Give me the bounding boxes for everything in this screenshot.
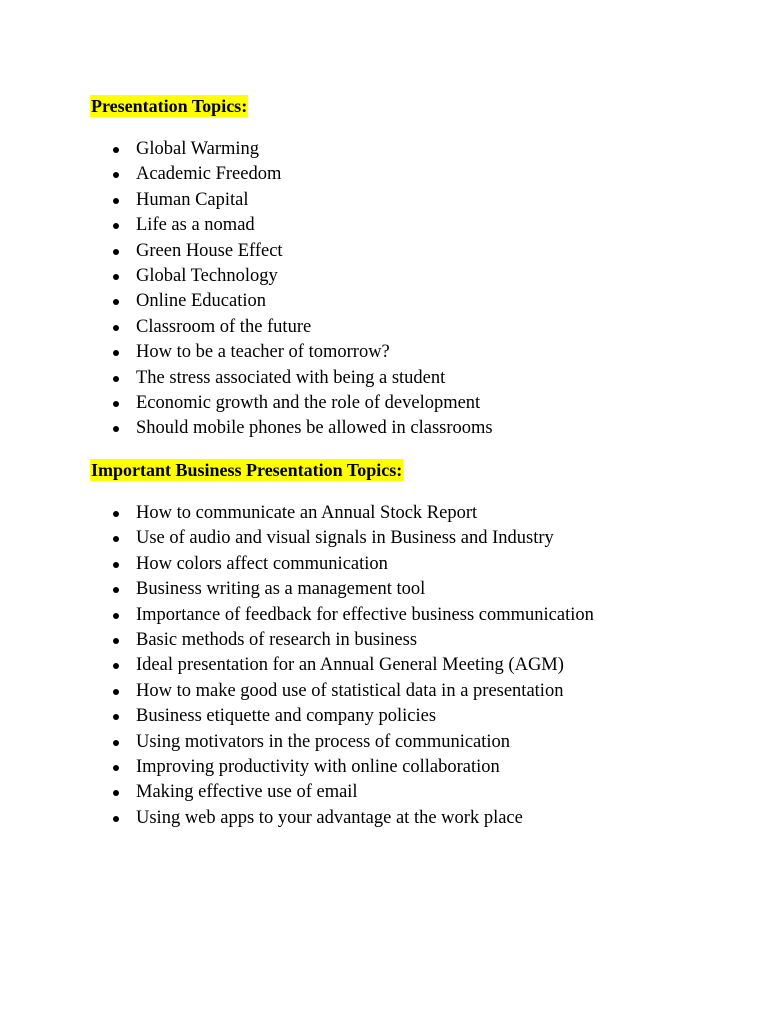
list-item bbox=[0, 315, 493, 340]
list-item bbox=[0, 366, 493, 391]
list-item bbox=[0, 340, 493, 365]
list-item-text: Business writing as a management tool bbox=[136, 579, 426, 600]
list-item-text: Ideal presentation for an Annual General Meeting (AGM) bbox=[136, 655, 564, 676]
bullet-icon bbox=[113, 198, 119, 204]
list-item bbox=[0, 577, 594, 602]
list-item-text: The stress associated with being a student bbox=[136, 367, 446, 388]
list-item-text: Importance of feedback for effective business communication bbox=[136, 604, 594, 625]
bullet-icon bbox=[113, 740, 119, 746]
list-item bbox=[0, 501, 594, 526]
list-item-text: Academic Freedom bbox=[136, 164, 282, 185]
list-item bbox=[0, 730, 594, 755]
bullet-icon bbox=[113, 536, 119, 542]
list-item bbox=[0, 289, 493, 314]
list-item-text: Economic growth and the role of development bbox=[136, 392, 481, 413]
list-item-text: How to make good use of statistical data in a presentation bbox=[136, 680, 564, 701]
list-item-text: Business etiquette and company policies bbox=[136, 706, 437, 727]
list-item bbox=[0, 806, 594, 831]
list-item-text: Global Technology bbox=[136, 265, 278, 286]
list-item bbox=[0, 213, 493, 238]
bullet-icon bbox=[113, 562, 119, 568]
bullet-icon bbox=[113, 765, 119, 771]
list-item-text: Global Warming bbox=[136, 139, 260, 159]
list-item-text: Classroom of the future bbox=[136, 316, 312, 337]
list-item bbox=[0, 391, 493, 416]
list-item bbox=[0, 264, 493, 289]
bullet-icon bbox=[113, 663, 119, 669]
bullet-icon bbox=[113, 613, 119, 619]
bullet-icon bbox=[113, 249, 119, 255]
list-item-text: How to be a teacher of tomorrow? bbox=[136, 342, 390, 363]
presentation-topics-list bbox=[0, 137, 493, 442]
list-item bbox=[0, 137, 493, 162]
business-presentation-topics-list bbox=[0, 501, 594, 831]
bullet-icon bbox=[113, 274, 119, 280]
bullet-icon bbox=[113, 401, 119, 407]
list-item-text: Green House Effect bbox=[136, 240, 283, 261]
list-item-text: Online Education bbox=[136, 291, 266, 312]
bullet-icon bbox=[113, 172, 119, 178]
bullet-icon bbox=[113, 587, 119, 593]
bullet-icon bbox=[113, 350, 119, 356]
bullet-icon bbox=[113, 325, 119, 331]
list-item bbox=[0, 239, 493, 264]
list-item-text: Basic methods of research in business bbox=[136, 629, 418, 650]
bullet-icon bbox=[113, 147, 119, 153]
section-heading-presentation-topics: Presentation Topics: bbox=[91, 96, 248, 116]
section-heading-business-presentation-topics: Important Business Presentation Topics: bbox=[91, 460, 403, 480]
list-item-text: Making effective use of email bbox=[136, 782, 358, 803]
list-item bbox=[0, 679, 594, 704]
list-item bbox=[0, 704, 594, 729]
bullet-icon bbox=[113, 816, 119, 822]
list-item bbox=[0, 755, 594, 780]
list-item-text: Use of audio and visual signals in Business and Industry bbox=[136, 528, 554, 549]
bullet-icon bbox=[113, 511, 119, 517]
bullet-icon bbox=[113, 376, 119, 382]
bullet-icon bbox=[113, 223, 119, 229]
list-item bbox=[0, 780, 594, 805]
bullet-icon bbox=[113, 689, 119, 695]
list-item bbox=[0, 628, 594, 653]
list-item-text: Using web apps to your advantage at the work place bbox=[136, 807, 523, 828]
list-item bbox=[0, 552, 594, 577]
bullet-icon bbox=[113, 426, 119, 432]
list-item bbox=[0, 416, 493, 441]
list-item-text: Using motivators in the process of communication bbox=[136, 731, 511, 752]
list-item-text: How colors affect communication bbox=[136, 553, 388, 574]
list-item bbox=[0, 188, 493, 213]
bullet-icon bbox=[113, 714, 119, 720]
bullet-icon bbox=[113, 299, 119, 305]
bullet-icon bbox=[113, 638, 119, 644]
list-item bbox=[0, 603, 594, 628]
list-item-text: Should mobile phones be allowed in classrooms bbox=[136, 418, 493, 439]
list-item-text: Human Capital bbox=[136, 189, 249, 210]
list-item bbox=[0, 653, 594, 678]
list-item-text: Life as a nomad bbox=[136, 215, 255, 236]
list-item bbox=[0, 162, 493, 187]
bullet-icon bbox=[113, 790, 119, 796]
list-item bbox=[0, 526, 594, 551]
list-item-text: Improving productivity with online collaboration bbox=[136, 756, 500, 777]
list-item-text: How to communicate an Annual Stock Report bbox=[136, 503, 478, 523]
